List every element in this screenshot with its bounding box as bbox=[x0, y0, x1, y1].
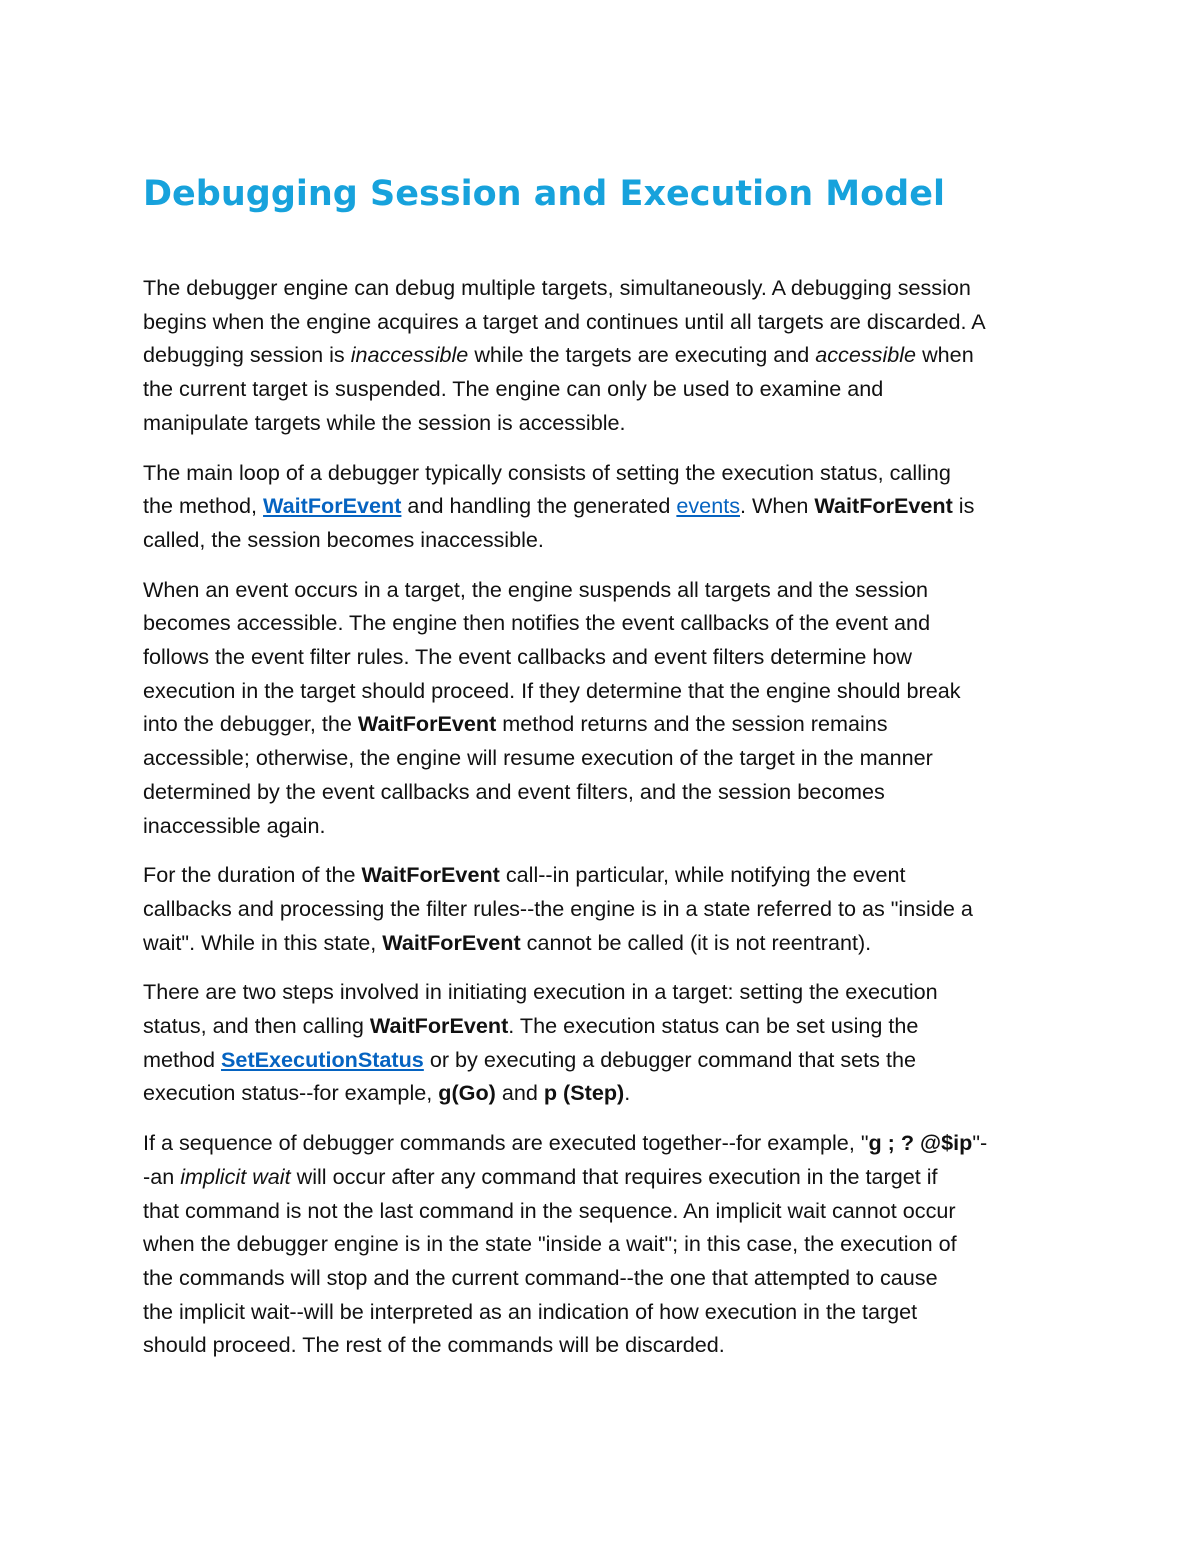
bold-command-sequence: g ; ? @$ip bbox=[868, 1130, 973, 1156]
text-line: inaccessible again. bbox=[143, 812, 326, 838]
waitforevent-link[interactable] bbox=[263, 493, 401, 518]
text-run: and handling the generated bbox=[401, 493, 677, 519]
text-line: accessible; otherwise, the engine will resume execution of the target in the manner bbox=[143, 745, 933, 771]
text-run: will occur after any command that requires execution in the target if bbox=[290, 1163, 938, 1189]
text-line: execution in the target should proceed. If they determine that the engine should break bbox=[143, 677, 961, 703]
text-run: is bbox=[952, 493, 975, 519]
text-run: when bbox=[916, 342, 974, 368]
text-line bbox=[143, 1160, 1063, 1194]
bold-waitforevent: WaitForEvent bbox=[369, 1013, 509, 1039]
text-run: and bbox=[495, 1080, 544, 1106]
text-line: The debugger engine can debug multiple targets, simultaneously. A debugging session bbox=[143, 275, 971, 300]
text-run: method bbox=[143, 1046, 222, 1072]
text-line: The main loop of a debugger typically consists of setting the execution status, calling bbox=[143, 459, 951, 485]
text-line bbox=[143, 858, 1063, 892]
paragraph-event-occurs bbox=[143, 573, 1063, 843]
document-title: Debugging Session and Execution Model bbox=[143, 174, 945, 214]
text-line bbox=[143, 1043, 1063, 1077]
text-run: wait". While in this state, bbox=[143, 929, 383, 955]
text-line bbox=[143, 1009, 1063, 1043]
text-line bbox=[143, 489, 1063, 523]
paragraph-inside-a-wait bbox=[143, 858, 1063, 959]
setexecutionstatus-link[interactable] bbox=[221, 1047, 424, 1072]
text-line bbox=[143, 338, 1063, 372]
text-line bbox=[143, 1076, 1063, 1110]
text-run: status, and then calling bbox=[143, 1013, 370, 1039]
text-line: begins when the engine acquires a target and continues until all targets are discarded. A bbox=[143, 308, 986, 334]
paragraph-implicit-wait bbox=[143, 1126, 1063, 1362]
text-line: that command is not the last command in the sequence. An implicit wait cannot occur bbox=[143, 1197, 956, 1223]
text-line: the commands will stop and the current command--the one that attempted to cause bbox=[143, 1264, 938, 1290]
emphasis-accessible: accessible bbox=[815, 342, 917, 368]
bold-waitforevent: WaitForEvent bbox=[357, 711, 497, 737]
text-line: There are two steps involved in initiating execution in a target: setting the execution bbox=[143, 979, 938, 1005]
text-line: callbacks and processing the filter rules--the engine is in a state referred to as "inside a bbox=[143, 895, 973, 921]
text-line: manipulate targets while the session is accessible. bbox=[143, 409, 626, 435]
paragraph-session-overview bbox=[143, 271, 1063, 440]
text-line: determined by the event callbacks and event filters, and the session becomes bbox=[143, 778, 885, 804]
text-line: when the debugger engine is in the state "inside a wait"; in this case, the execution of bbox=[143, 1231, 957, 1257]
text-line: should proceed. The rest of the commands will be discarded. bbox=[143, 1332, 725, 1358]
text-run: into the debugger, the bbox=[143, 711, 358, 737]
text-run: For the duration of the bbox=[143, 862, 362, 888]
bold-g-command: g bbox=[438, 1080, 452, 1106]
text-line: becomes accessible. The engine then notifies the event callbacks of the event and bbox=[143, 610, 931, 636]
text-run: If a sequence of debugger commands are executed together--for example, " bbox=[143, 1130, 869, 1156]
text-run: . When bbox=[740, 493, 815, 519]
text-line bbox=[143, 707, 1063, 741]
text-line: the implicit wait--will be interpreted as an indication of how execution in the target bbox=[143, 1298, 918, 1324]
text-run: cannot be called (it is not reentrant). bbox=[520, 929, 872, 955]
bold-waitforevent: WaitForEvent bbox=[382, 929, 521, 955]
text-run: debugging session is bbox=[143, 342, 351, 368]
paragraph-initiating-execution bbox=[143, 975, 1063, 1110]
text-line: called, the session becomes inaccessible. bbox=[143, 526, 544, 552]
text-run: the method, bbox=[143, 493, 264, 519]
text-run: -an bbox=[143, 1163, 181, 1189]
link-label: WaitForEvent bbox=[263, 493, 402, 519]
text-line: follows the event filter rules. The event callbacks and event filters determine how bbox=[143, 644, 912, 670]
text-run: . The execution status can be set using the bbox=[508, 1013, 919, 1039]
text-line bbox=[143, 1126, 1063, 1160]
text-run: method returns and the session remains bbox=[496, 711, 888, 737]
text-line: When an event occurs in a target, the engine suspends all targets and the session bbox=[143, 576, 929, 602]
text-run: . bbox=[624, 1080, 631, 1106]
bold-waitforevent: WaitForEvent bbox=[814, 493, 953, 519]
emphasis-inaccessible: inaccessible bbox=[350, 342, 469, 368]
text-run: or by executing a debugger command that sets the bbox=[423, 1046, 916, 1072]
paragraph-main-loop bbox=[143, 456, 1063, 557]
bold-p-step: p (Step) bbox=[543, 1080, 625, 1106]
bold-go: (Go) bbox=[451, 1080, 496, 1106]
text-run: while the targets are executing and bbox=[468, 342, 816, 368]
emphasis-implicit-wait: implicit wait bbox=[180, 1163, 291, 1189]
text-run: execution status--for example, bbox=[143, 1080, 439, 1106]
text-line: the current target is suspended. The engine can only be used to examine and bbox=[143, 376, 884, 402]
text-run: "- bbox=[972, 1130, 988, 1156]
bold-waitforevent: WaitForEvent bbox=[361, 862, 500, 888]
link-label: SetExecutionStatus bbox=[221, 1046, 424, 1072]
text-line bbox=[143, 926, 1063, 960]
events-link[interactable]: events bbox=[676, 493, 740, 519]
text-run: call--in particular, while notifying the event bbox=[499, 862, 906, 888]
document-body bbox=[143, 271, 1063, 1378]
